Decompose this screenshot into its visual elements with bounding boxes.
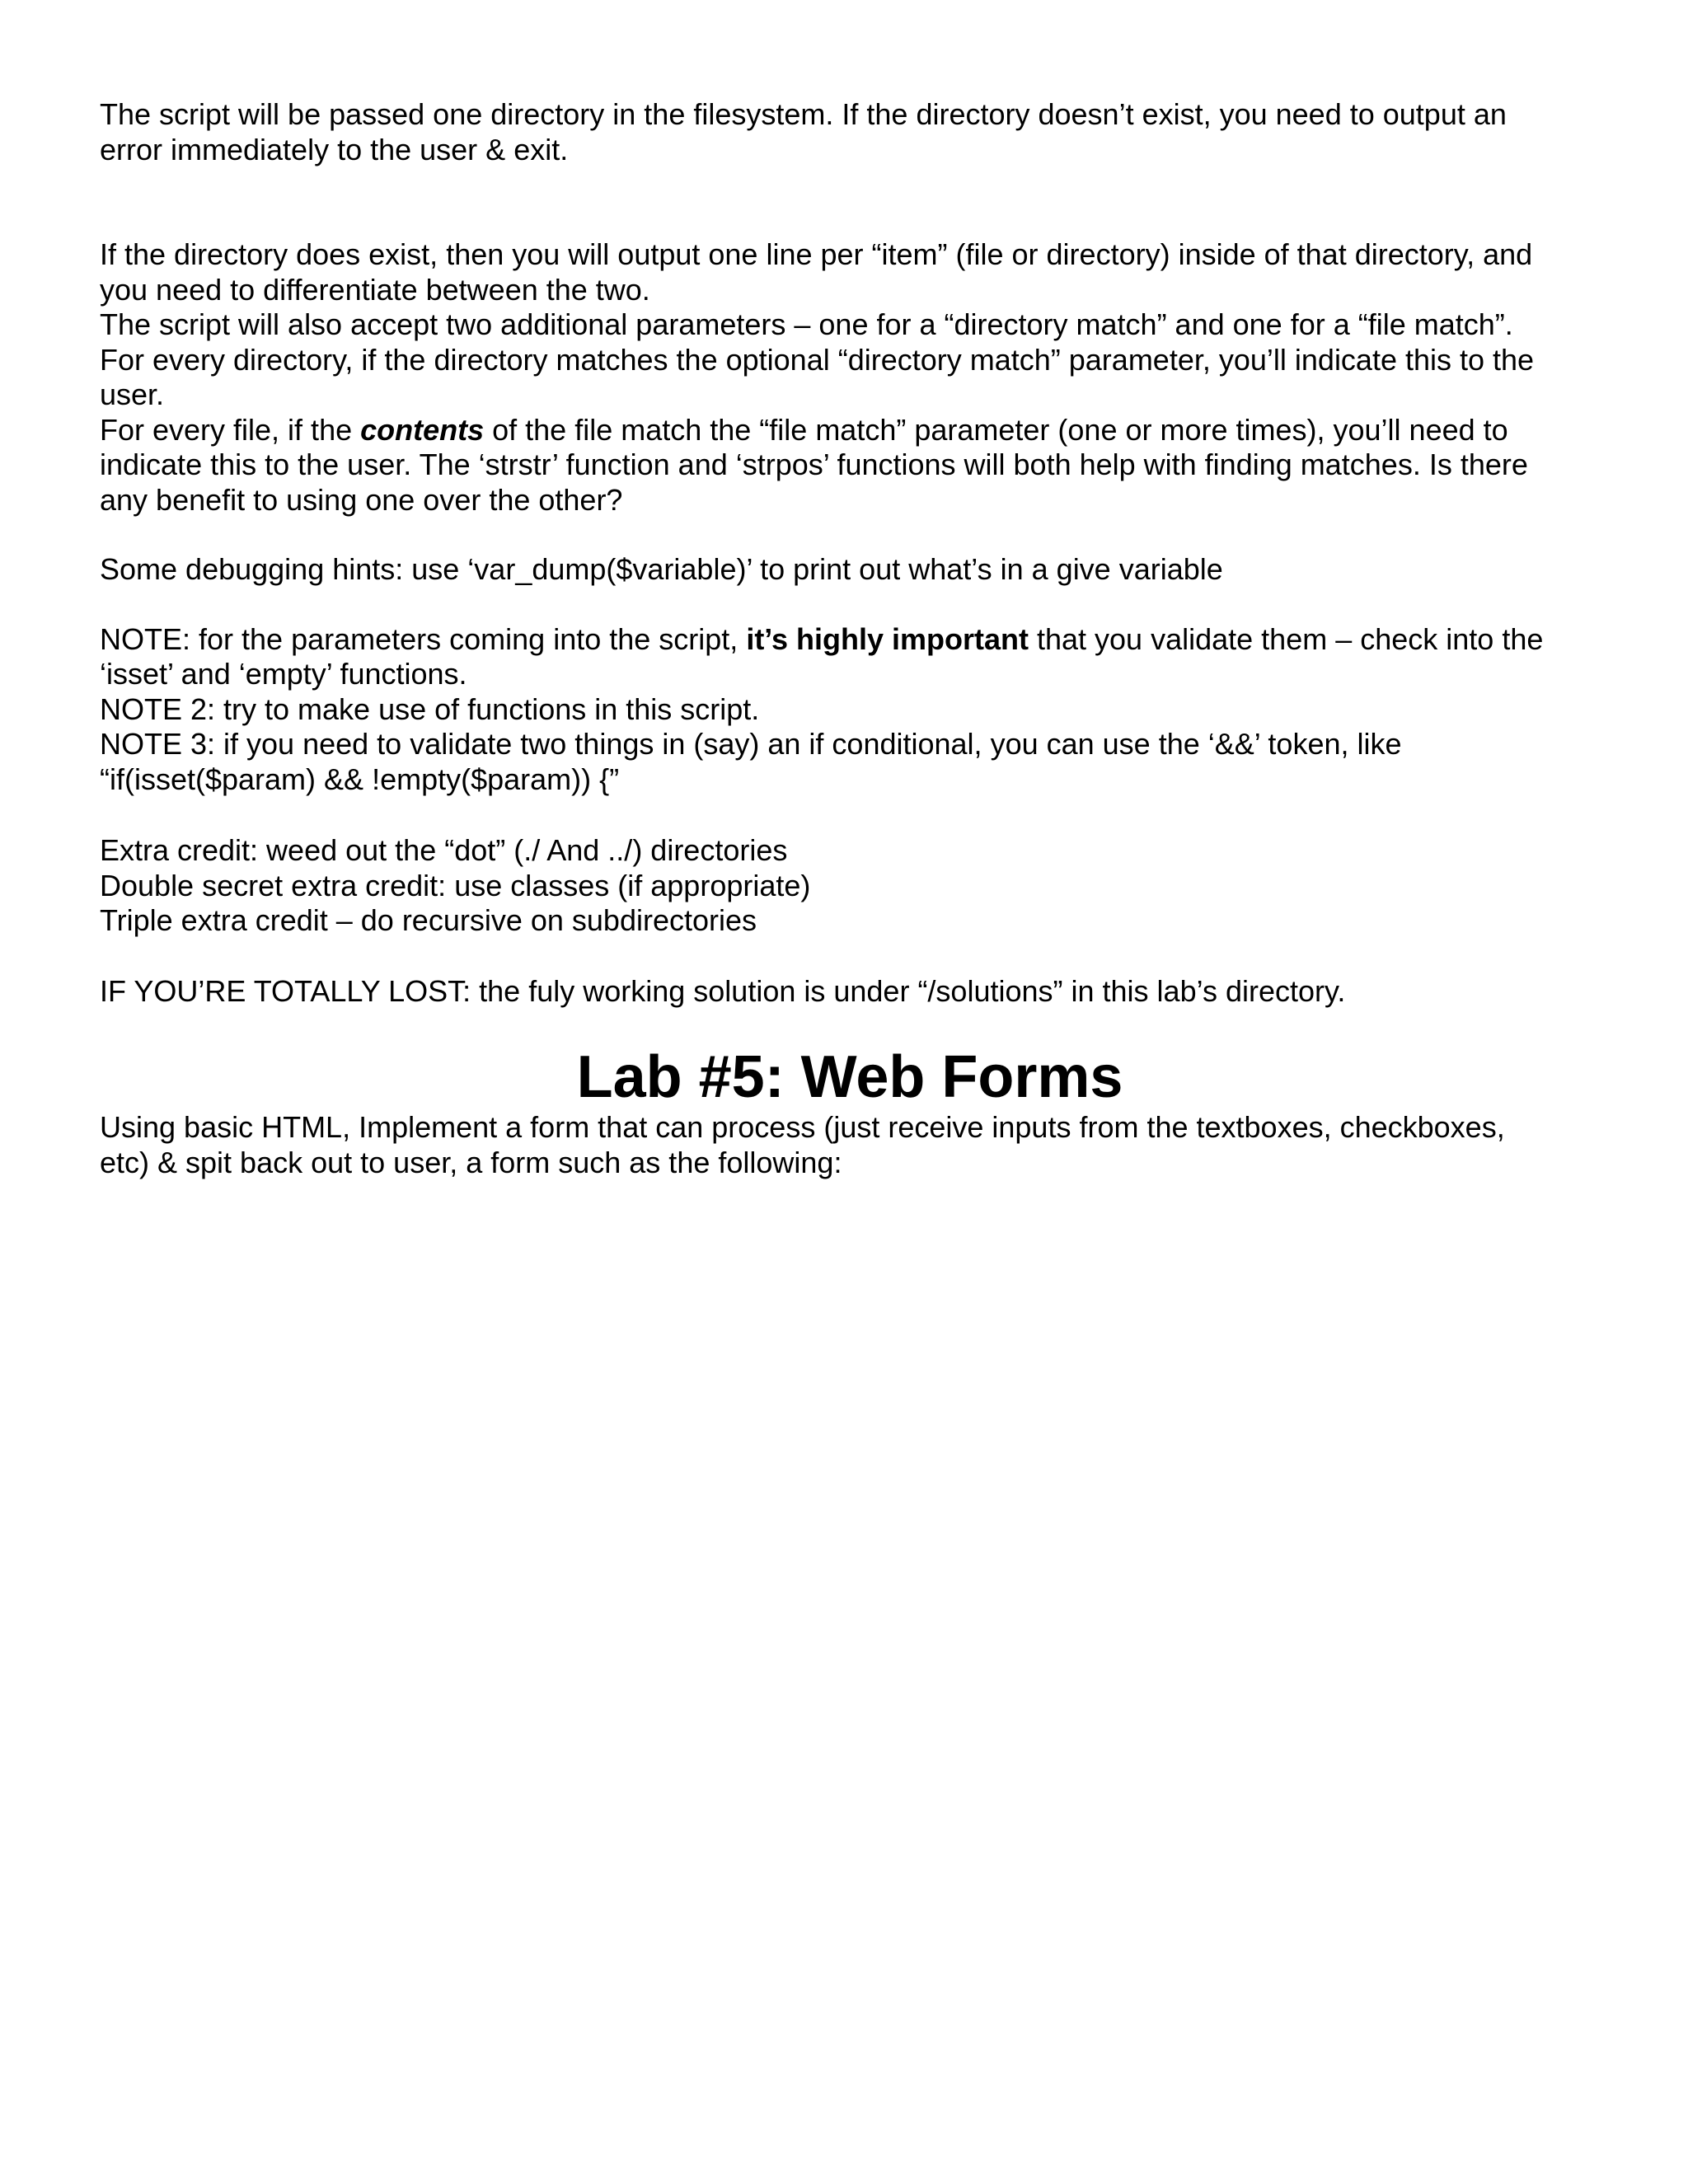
- document-page: [100, 97, 1600, 1180]
- text-line: For every directory, if the directory matches the optional “directory match” parameter, you’ll indicate this to the: [100, 342, 1535, 377]
- text-line: The script will also accept two additional parameters – one for a “directory match” and one for a “file match”.: [100, 307, 1513, 341]
- text-line: you need to differentiate between the two.: [100, 272, 650, 307]
- text-line: Using basic HTML, Implement a form that can process (just receive inputs from the textboxes, checkboxes,: [100, 1110, 1505, 1144]
- text-line: NOTE 3: if you need to validate two things in (say) an if conditional, you can use the ‘&&’ token, like: [100, 727, 1402, 761]
- paragraph-directory-output: [100, 237, 1600, 518]
- paragraph-notes: [100, 622, 1600, 798]
- text-line: NOTE 2: try to make use of functions in this script.: [100, 691, 760, 726]
- text-line: etc) & spit back out to user, a form such as the following:: [100, 1145, 842, 1179]
- paragraph-extra-credit: [100, 833, 1600, 939]
- text-line: user.: [100, 377, 165, 411]
- text-line: Some debugging hints: use ‘var_dump($variable)’ to print out what’s in a give variable: [100, 552, 1223, 586]
- paragraph-lost-hint: [100, 974, 1600, 1010]
- emphasis-contents: contents: [360, 412, 485, 447]
- text-run: of the file match the “file match” parameter (one or more times), you’ll need to: [484, 412, 1508, 447]
- text-run: For every file, if the: [100, 412, 361, 447]
- text-line: [100, 622, 1600, 658]
- text-line: Extra credit: weed out the “dot” (./ And ../) directories: [100, 833, 788, 867]
- text-line: “if(isset($param) && !empty($param)) {”: [100, 762, 620, 796]
- text-line: [100, 413, 1600, 448]
- paragraph-directory-intro: [100, 97, 1600, 167]
- lab5-heading: Lab #5: Web Forms: [576, 1044, 1123, 1110]
- text-run: that you validate them – check into the: [1028, 621, 1544, 656]
- text-line: ‘isset’ and ‘empty’ functions.: [100, 657, 467, 691]
- emphasis-highly-important: it’s highly important: [746, 621, 1029, 656]
- paragraph-debugging-hints: [100, 552, 1600, 588]
- text-line: Triple extra credit – do recursive on subdirectories: [100, 903, 757, 937]
- paragraph-lab5-intro: [100, 1110, 1600, 1180]
- text-line: If the directory does exist, then you will output one line per “item” (file or directory) inside of that directory, and: [100, 237, 1533, 271]
- text-line: IF YOU’RE TOTALLY LOST: the fuly working solution is under “/solutions” in this lab’s directory.: [100, 973, 1346, 1008]
- text-line: Double secret extra credit: use classes (if appropriate): [100, 868, 811, 902]
- text-line: any benefit to using one over the other?: [100, 482, 623, 517]
- text-line: The script will be passed one directory in the filesystem. If the directory doesn’t exist, you need to output an: [100, 97, 1507, 131]
- text-run: NOTE: for the parameters coming into the script,: [100, 621, 747, 656]
- text-line: error immediately to the user & exit.: [100, 132, 569, 166]
- text-line: indicate this to the user. The ‘strstr’ function and ‘strpos’ functions will both help with finding matches. Is there: [100, 448, 1528, 481]
